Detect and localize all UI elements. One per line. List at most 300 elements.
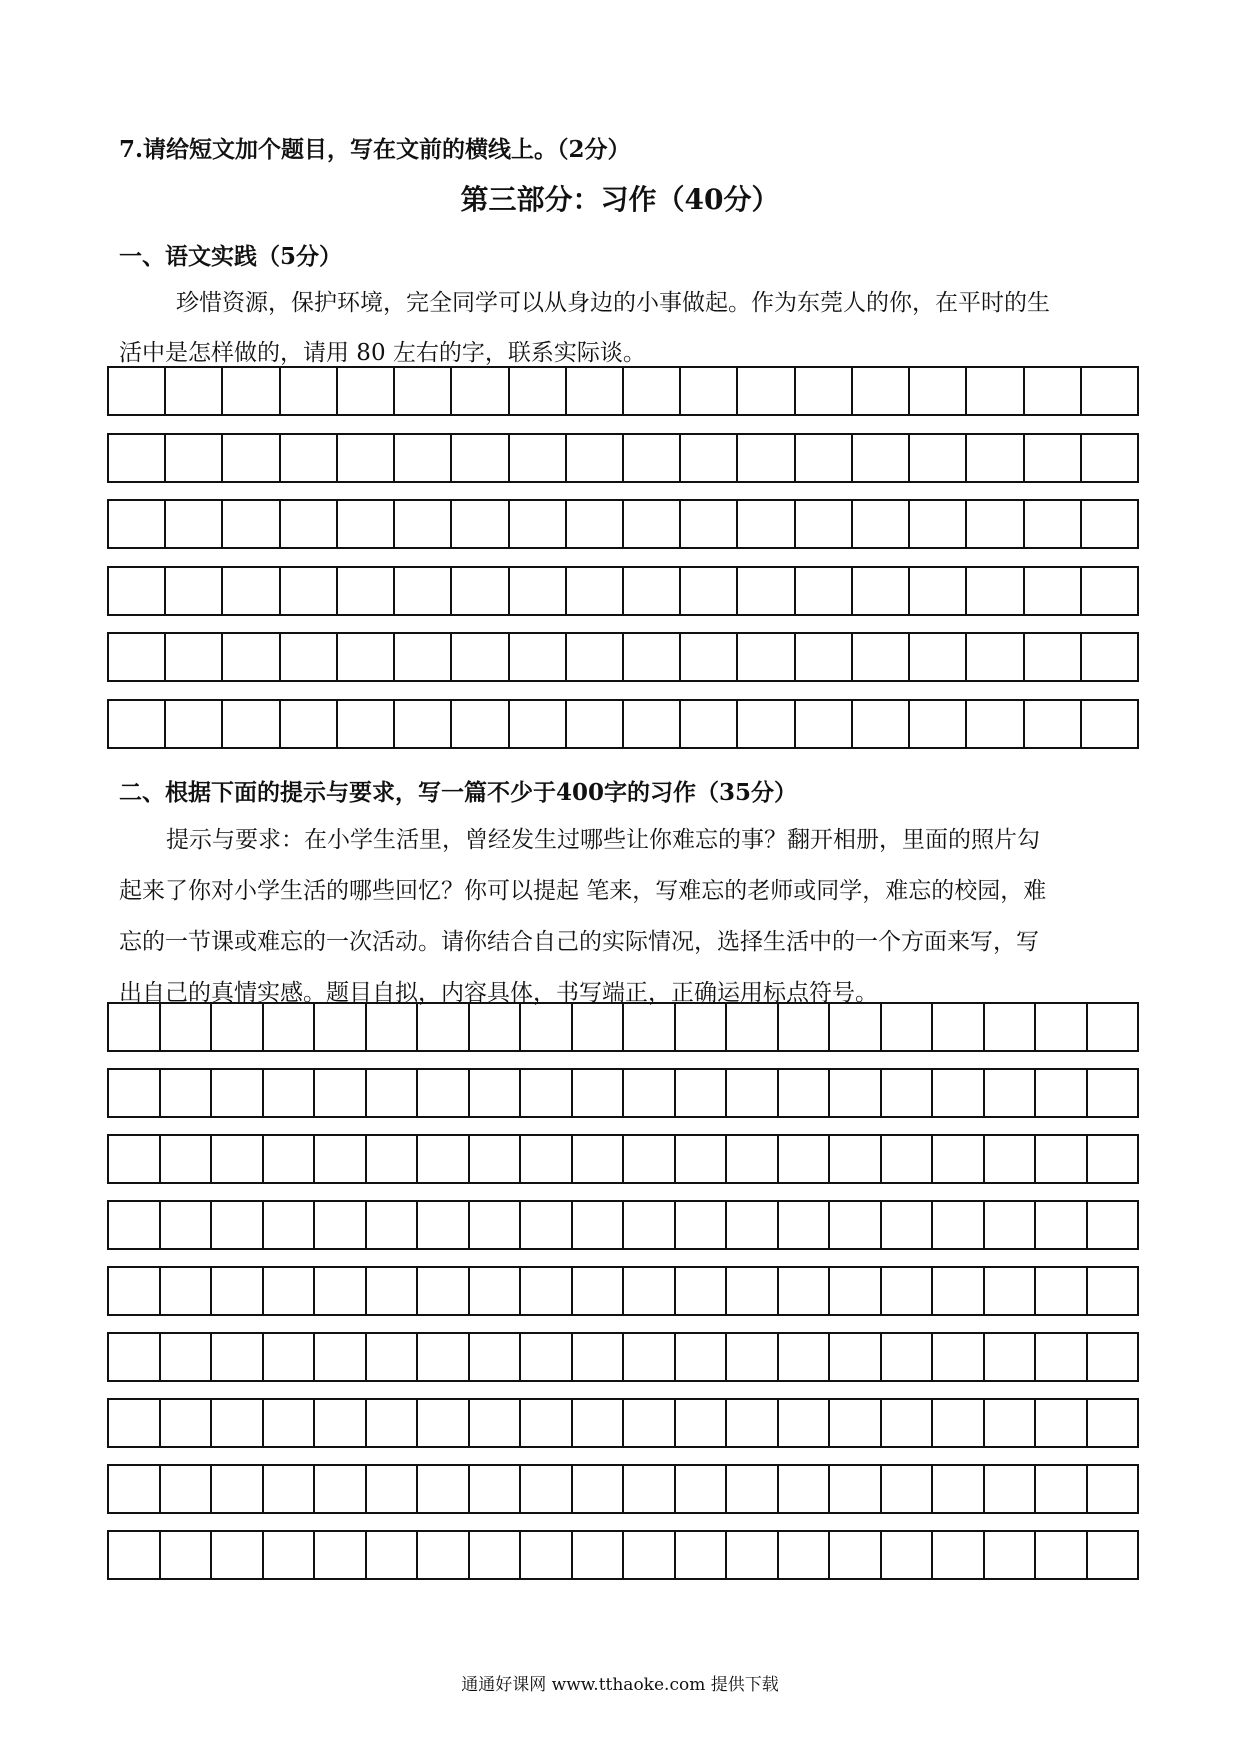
grid-cell <box>1036 1202 1088 1248</box>
grid-cell <box>910 634 967 680</box>
grid-cell <box>933 1532 985 1578</box>
grid-cell <box>109 1070 161 1116</box>
grid-row <box>107 566 1139 616</box>
grid-cell <box>452 634 509 680</box>
grid-cell <box>567 435 624 481</box>
grid-cell <box>573 1070 625 1116</box>
grid-cell <box>624 1334 676 1380</box>
grid-cell <box>418 1136 470 1182</box>
grid-cell <box>264 1136 316 1182</box>
grid-cell <box>264 1532 316 1578</box>
grid-cell <box>738 435 795 481</box>
grid-cell <box>882 1004 934 1050</box>
grid-cell <box>573 1268 625 1314</box>
grid-cell <box>779 1334 831 1380</box>
grid-cell <box>567 568 624 614</box>
grid-cell <box>521 1268 573 1314</box>
grid-cell <box>223 368 280 414</box>
grid-cell <box>830 1004 882 1050</box>
grid-cell <box>452 435 509 481</box>
grid-cell <box>338 368 395 414</box>
grid-cell <box>315 1136 367 1182</box>
grid-cell <box>1088 1466 1138 1512</box>
grid-cell <box>853 435 910 481</box>
grid-cell <box>212 1268 264 1314</box>
grid-cell <box>418 1334 470 1380</box>
grid-row <box>107 1530 1139 1580</box>
grid-cell <box>109 1268 161 1314</box>
question-7: 7.请给短文加个题目，写在文前的横线上。（2分） <box>119 136 631 163</box>
grid-cell <box>367 1334 419 1380</box>
grid-cell <box>573 1400 625 1446</box>
grid-cell <box>779 1070 831 1116</box>
grid-cell <box>1036 1400 1088 1446</box>
grid-cell <box>166 634 223 680</box>
grid-cell <box>1025 501 1082 547</box>
grid-cell <box>470 1070 522 1116</box>
grid-cell <box>109 634 166 680</box>
grid-cell <box>367 1004 419 1050</box>
grid-cell <box>985 1136 1037 1182</box>
grid-cell <box>1088 1268 1138 1314</box>
grid-cell <box>510 568 567 614</box>
grid-row <box>107 1002 1139 1052</box>
grid-cell <box>521 1004 573 1050</box>
grid-cell <box>727 1334 779 1380</box>
grid-cell <box>1036 1136 1088 1182</box>
grid-cell <box>624 1136 676 1182</box>
grid-cell <box>573 1004 625 1050</box>
grid-cell <box>573 1334 625 1380</box>
section-2-prompt-line-1: 提示与要求：在小学生活里，曾经发生过哪些让你难忘的事？翻开相册，里面的照片勾 <box>166 827 1040 853</box>
grid-cell <box>676 1136 728 1182</box>
grid-cell <box>796 568 853 614</box>
grid-cell <box>1088 1202 1138 1248</box>
grid-cell <box>418 1532 470 1578</box>
grid-cell <box>109 435 166 481</box>
grid-cell <box>985 1268 1037 1314</box>
grid-cell <box>395 368 452 414</box>
grid-cell <box>367 1136 419 1182</box>
section-2-prompt-line-3: 忘的一节课或难忘的一次活动。请你结合自己的实际情况，选择生活中的一个方面来写，写 <box>119 929 1039 955</box>
grid-cell <box>521 1070 573 1116</box>
grid-cell <box>367 1532 419 1578</box>
grid-cell <box>676 1466 728 1512</box>
grid-row <box>107 1464 1139 1514</box>
grid-cell <box>624 435 681 481</box>
grid-row <box>107 1200 1139 1250</box>
grid-cell <box>452 568 509 614</box>
grid-cell <box>681 701 738 747</box>
grid-cell <box>281 568 338 614</box>
grid-cell <box>161 1202 213 1248</box>
grid-cell <box>910 701 967 747</box>
grid-cell <box>281 501 338 547</box>
grid-cell <box>624 368 681 414</box>
grid-cell <box>681 368 738 414</box>
grid-cell <box>830 1202 882 1248</box>
grid-cell <box>367 1202 419 1248</box>
grid-cell <box>796 634 853 680</box>
grid-cell <box>796 701 853 747</box>
grid-row <box>107 699 1139 749</box>
grid-cell <box>573 1136 625 1182</box>
grid-cell <box>510 368 567 414</box>
grid-cell <box>676 1400 728 1446</box>
grid-cell <box>727 1532 779 1578</box>
grid-cell <box>1036 1532 1088 1578</box>
grid-cell <box>727 1004 779 1050</box>
footer-source: 通通好课网 www.tthaoke.com 提供下载 <box>461 1675 779 1695</box>
grid-cell <box>1088 1136 1138 1182</box>
grid-cell <box>521 1532 573 1578</box>
grid-cell <box>1082 435 1137 481</box>
grid-cell <box>395 634 452 680</box>
grid-cell <box>338 634 395 680</box>
grid-cell <box>418 1268 470 1314</box>
section-1-heading: 一、语文实践（5分） <box>119 243 343 270</box>
grid-cell <box>779 1466 831 1512</box>
grid-cell <box>367 1400 419 1446</box>
grid-cell <box>510 501 567 547</box>
grid-cell <box>264 1400 316 1446</box>
grid-cell <box>395 501 452 547</box>
grid-cell <box>933 1268 985 1314</box>
grid-cell <box>395 701 452 747</box>
grid-cell <box>738 568 795 614</box>
grid-row <box>107 499 1139 549</box>
grid-cell <box>681 634 738 680</box>
grid-cell <box>796 435 853 481</box>
grid-cell <box>624 501 681 547</box>
grid-cell <box>567 701 624 747</box>
grid-cell <box>452 501 509 547</box>
grid-cell <box>796 368 853 414</box>
grid-cell <box>470 1136 522 1182</box>
grid-cell <box>470 1268 522 1314</box>
grid-cell <box>264 1070 316 1116</box>
grid-cell <box>521 1136 573 1182</box>
grid-cell <box>779 1004 831 1050</box>
grid-cell <box>281 368 338 414</box>
grid-cell <box>967 701 1024 747</box>
grid-cell <box>985 1532 1037 1578</box>
grid-cell <box>882 1136 934 1182</box>
section-2-prompt-line-4: 出自己的真情实感。题目自拟，内容具体，书写端正，正确运用标点符号。 <box>119 980 878 1006</box>
grid-cell <box>882 1070 934 1116</box>
grid-cell <box>367 1466 419 1512</box>
part-three-title: 第三部分：习作（40分） <box>460 183 780 216</box>
grid-cell <box>338 501 395 547</box>
grid-cell <box>161 1136 213 1182</box>
grid-cell <box>395 435 452 481</box>
grid-cell <box>338 701 395 747</box>
grid-cell <box>830 1466 882 1512</box>
grid-cell <box>985 1400 1037 1446</box>
grid-cell <box>830 1070 882 1116</box>
grid-cell <box>212 1334 264 1380</box>
grid-cell <box>281 435 338 481</box>
grid-cell <box>779 1532 831 1578</box>
grid-row <box>107 1266 1139 1316</box>
grid-cell <box>738 634 795 680</box>
grid-cell <box>264 1004 316 1050</box>
grid-cell <box>676 1202 728 1248</box>
grid-cell <box>624 1466 676 1512</box>
grid-cell <box>315 1334 367 1380</box>
grid-cell <box>109 568 166 614</box>
grid-cell <box>161 1268 213 1314</box>
grid-cell <box>281 701 338 747</box>
grid-cell <box>1025 435 1082 481</box>
grid-cell <box>933 1004 985 1050</box>
grid-cell <box>830 1400 882 1446</box>
section-2-heading: 二、根据下面的提示与要求，写一篇不少于400字的习作（35分） <box>119 779 798 806</box>
grid-cell <box>853 701 910 747</box>
grid-cell <box>676 1004 728 1050</box>
grid-cell <box>796 501 853 547</box>
grid-cell <box>1025 568 1082 614</box>
grid-cell <box>109 1004 161 1050</box>
grid-cell <box>166 368 223 414</box>
grid-cell <box>470 1400 522 1446</box>
grid-cell <box>470 1334 522 1380</box>
grid-cell <box>166 435 223 481</box>
grid-cell <box>470 1466 522 1512</box>
grid-cell <box>624 1268 676 1314</box>
grid-cell <box>933 1334 985 1380</box>
grid-cell <box>521 1334 573 1380</box>
grid-cell <box>985 1070 1037 1116</box>
grid-cell <box>681 501 738 547</box>
grid-cell <box>882 1400 934 1446</box>
grid-cell <box>315 1532 367 1578</box>
grid-cell <box>264 1334 316 1380</box>
grid-cell <box>1036 1466 1088 1512</box>
grid-cell <box>367 1268 419 1314</box>
grid-cell <box>418 1466 470 1512</box>
grid-cell <box>223 435 280 481</box>
grid-cell <box>853 568 910 614</box>
grid-cell <box>315 1004 367 1050</box>
grid-cell <box>933 1136 985 1182</box>
grid-row <box>107 433 1139 483</box>
grid-cell <box>161 1466 213 1512</box>
grid-cell <box>573 1532 625 1578</box>
grid-cell <box>676 1070 728 1116</box>
grid-cell <box>1088 1004 1138 1050</box>
grid-cell <box>418 1202 470 1248</box>
grid-cell <box>967 634 1024 680</box>
grid-cell <box>624 634 681 680</box>
grid-cell <box>727 1070 779 1116</box>
grid-cell <box>166 501 223 547</box>
grid-cell <box>223 701 280 747</box>
grid-cell <box>676 1334 728 1380</box>
grid-cell <box>109 1136 161 1182</box>
grid-cell <box>1082 501 1137 547</box>
grid-cell <box>830 1334 882 1380</box>
grid-cell <box>109 1400 161 1446</box>
grid-cell <box>161 1004 213 1050</box>
grid-cell <box>933 1400 985 1446</box>
grid-cell <box>882 1532 934 1578</box>
grid-cell <box>1088 1334 1138 1380</box>
grid-cell <box>521 1466 573 1512</box>
grid-cell <box>161 1334 213 1380</box>
grid-cell <box>315 1202 367 1248</box>
grid-cell <box>161 1532 213 1578</box>
grid-cell <box>882 1202 934 1248</box>
grid-cell <box>910 435 967 481</box>
grid-cell <box>212 1532 264 1578</box>
grid-cell <box>223 568 280 614</box>
grid-cell <box>853 368 910 414</box>
grid-cell <box>676 1532 728 1578</box>
grid-cell <box>510 634 567 680</box>
grid-cell <box>681 435 738 481</box>
grid-cell <box>573 1202 625 1248</box>
grid-cell <box>418 1070 470 1116</box>
grid-cell <box>727 1268 779 1314</box>
grid-cell <box>779 1400 831 1446</box>
grid-cell <box>1082 701 1137 747</box>
grid-cell <box>985 1466 1037 1512</box>
grid-row <box>107 632 1139 682</box>
grid-cell <box>452 701 509 747</box>
grid-cell <box>624 1004 676 1050</box>
grid-cell <box>367 1070 419 1116</box>
grid-cell <box>109 1532 161 1578</box>
grid-cell <box>166 568 223 614</box>
grid-cell <box>624 1400 676 1446</box>
grid-cell <box>985 1334 1037 1380</box>
grid-cell <box>315 1466 367 1512</box>
grid-cell <box>1036 1070 1088 1116</box>
grid-cell <box>779 1136 831 1182</box>
grid-cell <box>910 501 967 547</box>
grid-cell <box>1088 1400 1138 1446</box>
grid-row <box>107 1068 1139 1118</box>
grid-cell <box>624 1070 676 1116</box>
grid-cell <box>223 501 280 547</box>
grid-cell <box>1088 1532 1138 1578</box>
grid-cell <box>681 568 738 614</box>
grid-cell <box>223 634 280 680</box>
grid-cell <box>264 1466 316 1512</box>
grid-cell <box>109 701 166 747</box>
section-1-prompt-line-1: 珍惜资源，保护环境，完全同学可以从身边的小事做起。作为东莞人的你，在平时的生 <box>176 290 1050 316</box>
grid-cell <box>967 568 1024 614</box>
grid-cell <box>933 1202 985 1248</box>
grid-row <box>107 1332 1139 1382</box>
grid-cell <box>109 1466 161 1512</box>
grid-cell <box>470 1004 522 1050</box>
grid-cell <box>624 1532 676 1578</box>
grid-cell <box>212 1070 264 1116</box>
grid-cell <box>624 701 681 747</box>
grid-cell <box>212 1466 264 1512</box>
grid-cell <box>315 1400 367 1446</box>
grid-cell <box>1036 1334 1088 1380</box>
grid-cell <box>853 634 910 680</box>
grid-cell <box>212 1004 264 1050</box>
grid-cell <box>624 568 681 614</box>
grid-cell <box>567 634 624 680</box>
grid-cell <box>161 1070 213 1116</box>
grid-cell <box>521 1400 573 1446</box>
grid-cell <box>738 501 795 547</box>
grid-cell <box>567 368 624 414</box>
section-1-prompt-line-2: 活中是怎样做的，请用 80 左右的字，联系实际谈。 <box>119 340 646 366</box>
grid-cell <box>727 1136 779 1182</box>
grid-cell <box>882 1268 934 1314</box>
grid-row <box>107 1398 1139 1448</box>
grid-cell <box>882 1334 934 1380</box>
grid-cell <box>315 1070 367 1116</box>
grid-cell <box>910 568 967 614</box>
grid-row <box>107 1134 1139 1184</box>
grid-cell <box>738 701 795 747</box>
grid-cell <box>830 1532 882 1578</box>
grid-cell <box>470 1532 522 1578</box>
grid-cell <box>727 1400 779 1446</box>
grid-cell <box>830 1268 882 1314</box>
grid-cell <box>264 1202 316 1248</box>
grid-cell <box>1025 368 1082 414</box>
grid-cell <box>1082 634 1137 680</box>
grid-cell <box>395 568 452 614</box>
grid-cell <box>338 435 395 481</box>
grid-cell <box>281 634 338 680</box>
grid-cell <box>967 368 1024 414</box>
grid-cell <box>521 1202 573 1248</box>
grid-cell <box>1036 1268 1088 1314</box>
grid-cell <box>933 1466 985 1512</box>
grid-cell <box>738 368 795 414</box>
grid-cell <box>264 1268 316 1314</box>
grid-cell <box>1088 1070 1138 1116</box>
grid-cell <box>882 1466 934 1512</box>
grid-cell <box>1025 634 1082 680</box>
grid-cell <box>985 1202 1037 1248</box>
grid-cell <box>315 1268 367 1314</box>
grid-cell <box>1036 1004 1088 1050</box>
grid-cell <box>510 701 567 747</box>
grid-cell <box>967 501 1024 547</box>
grid-cell <box>418 1400 470 1446</box>
grid-cell <box>109 368 166 414</box>
grid-cell <box>727 1466 779 1512</box>
grid-cell <box>676 1268 728 1314</box>
grid-cell <box>853 501 910 547</box>
grid-cell <box>212 1400 264 1446</box>
grid-row <box>107 366 1139 416</box>
grid-cell <box>830 1136 882 1182</box>
grid-cell <box>166 701 223 747</box>
grid-cell <box>109 1202 161 1248</box>
grid-cell <box>510 435 567 481</box>
grid-cell <box>985 1004 1037 1050</box>
grid-cell <box>109 1334 161 1380</box>
grid-cell <box>567 501 624 547</box>
grid-cell <box>779 1268 831 1314</box>
grid-cell <box>967 435 1024 481</box>
grid-cell <box>161 1400 213 1446</box>
grid-cell <box>573 1466 625 1512</box>
grid-cell <box>470 1202 522 1248</box>
grid-cell <box>1082 568 1137 614</box>
